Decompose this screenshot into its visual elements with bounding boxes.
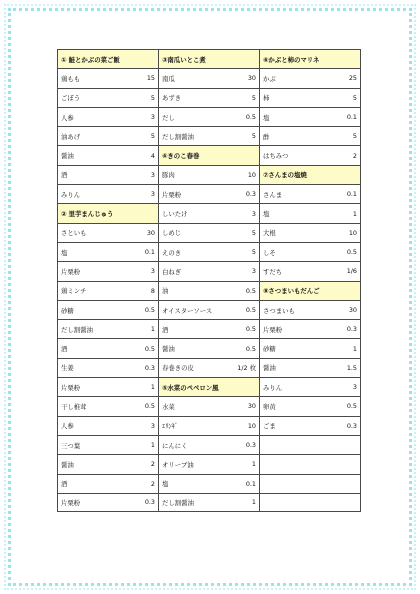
- ingredient-quantity: 30: [247, 402, 256, 411]
- ingredient-name: 生姜: [61, 364, 74, 373]
- ingredient-quantity: 0.5: [346, 248, 357, 257]
- ingredient-row: [260, 358, 360, 377]
- ingredient-quantity: 3: [352, 383, 357, 392]
- ingredient-row: [159, 223, 259, 242]
- ingredient-quantity: 5: [352, 93, 357, 102]
- table-column-3: [259, 49, 361, 512]
- ingredient-name: 油: [162, 287, 169, 296]
- ingredient-row: [58, 281, 158, 300]
- ingredient-name: さんま: [263, 190, 283, 199]
- ingredient-name: 塩: [162, 480, 169, 489]
- ingredient-name: 人参: [61, 113, 74, 122]
- ingredient-quantity: 2: [150, 479, 155, 488]
- ingredient-row: [58, 396, 158, 415]
- recipe-heading: ③南瓜いとこ煮: [159, 49, 259, 68]
- ingredient-quantity: 0.3: [346, 421, 357, 430]
- ingredient-quantity: 0.5: [245, 344, 256, 353]
- ingredient-quantity: 0.3: [346, 325, 357, 334]
- ingredient-name: 醤油: [263, 364, 276, 373]
- ingredient-name: ごま: [263, 422, 276, 431]
- ingredient-quantity: 5: [352, 132, 357, 141]
- ingredient-quantity: 30: [348, 306, 357, 314]
- ingredient-name: 干し椎茸: [61, 402, 87, 411]
- ingredient-name: 醤油: [162, 345, 175, 354]
- ingredient-row: [260, 184, 360, 203]
- ingredient-row: [260, 338, 360, 357]
- ingredient-row: [159, 474, 259, 493]
- ingredient-row: [58, 223, 158, 242]
- recipe-heading: ⑤水菜のペペロン風: [159, 377, 259, 396]
- ingredient-name: 酒: [61, 480, 68, 489]
- ingredient-name: 人参: [61, 422, 74, 431]
- ingredient-row: [58, 338, 158, 357]
- ingredient-row: [159, 396, 259, 415]
- ingredient-name: 春巻きの皮: [162, 364, 194, 373]
- ingredient-name: えのき: [162, 248, 182, 257]
- ingredient-name: 砂糖: [263, 345, 276, 354]
- table-column-1: [57, 49, 158, 512]
- ingredient-quantity: 1/2 枚: [237, 364, 256, 373]
- ingredient-quantity: 3: [150, 190, 155, 199]
- ingredient-quantity: 3: [150, 267, 155, 276]
- ingredient-quantity: 4: [150, 151, 155, 160]
- ingredient-name: 片栗粉: [162, 190, 182, 199]
- ingredient-name: 片栗粉: [61, 267, 81, 276]
- ingredient-row: [260, 319, 360, 338]
- ingredient-quantity: 2: [352, 151, 357, 160]
- ingredient-name: 塩: [61, 248, 68, 257]
- ingredient-name: だし: [162, 113, 175, 122]
- ingredient-quantity: 1: [150, 383, 155, 392]
- ingredient-name: 砂糖: [61, 306, 74, 315]
- ingredient-quantity: 0.1: [346, 190, 357, 199]
- ingredient-row: [159, 88, 259, 107]
- ingredient-quantity: 0.5: [245, 306, 256, 314]
- ingredient-name: 醤油: [61, 152, 74, 161]
- ingredient-name: かぶ: [263, 74, 276, 83]
- ingredient-name: みりん: [61, 190, 81, 199]
- ingredient-quantity: 3: [150, 170, 155, 179]
- ingredient-row: [58, 300, 158, 319]
- recipe-heading: ⑥かぶと柿のマリネ: [260, 49, 360, 68]
- ingredient-name: 油あげ: [61, 132, 81, 141]
- ingredient-quantity: 1: [150, 325, 155, 334]
- ingredient-row: [260, 454, 360, 473]
- ingredient-row: [159, 416, 259, 435]
- ingredient-quantity: 5: [150, 93, 155, 102]
- ingredient-quantity: 2: [150, 460, 155, 469]
- ingredient-row: [159, 338, 259, 357]
- table-column-2: [158, 49, 259, 512]
- ingredient-quantity: 0.1: [346, 113, 357, 122]
- ingredient-name: 大根: [263, 229, 276, 238]
- recipe-heading: ④きのこ春巻: [159, 145, 259, 164]
- ingredient-name: 片栗粉: [61, 498, 81, 507]
- ingredient-row: [260, 88, 360, 107]
- ingredient-row: [159, 358, 259, 377]
- ingredient-name: 酒: [61, 171, 68, 180]
- ingredient-quantity: 10: [247, 421, 256, 430]
- ingredient-row: [260, 126, 360, 145]
- ingredient-quantity: 0.5: [346, 402, 357, 411]
- ingredient-quantity: 0.3: [144, 363, 155, 372]
- recipe-heading: ② 里芋まんじゅう: [58, 203, 158, 222]
- ingredient-row: [260, 300, 360, 319]
- ingredient-name: 柿: [263, 94, 270, 103]
- ingredient-quantity: 0.1: [144, 248, 155, 257]
- ingredient-row: [260, 474, 360, 493]
- ingredient-name: 鶏もも: [61, 74, 81, 83]
- ingredient-row: [159, 242, 259, 261]
- ingredient-name: あずき: [162, 94, 182, 103]
- ingredient-name: 卵黄: [263, 402, 276, 411]
- ingredient-name: しそ: [263, 248, 276, 257]
- recipe-heading: ⑦さんまの塩焼: [260, 165, 360, 184]
- ingredient-row: [58, 261, 158, 280]
- ingredient-row: [159, 454, 259, 473]
- ingredient-name: 三つ葉: [61, 441, 81, 450]
- ingredient-quantity: 1/6: [346, 267, 357, 276]
- ingredient-row: [58, 145, 158, 164]
- ingredient-row: [58, 474, 158, 493]
- ingredient-row: [260, 68, 360, 87]
- ingredient-quantity: 0.5: [245, 113, 256, 122]
- ingredient-row: [58, 454, 158, 473]
- ingredient-quantity: 0.5: [144, 344, 155, 353]
- ingredient-name: だし割醤油: [162, 132, 194, 141]
- ingredient-name: 白ねぎ: [162, 267, 182, 276]
- ingredient-name: ごぼう: [61, 94, 81, 103]
- ingredient-name: ｴﾘﾝｷﾞ: [162, 422, 178, 431]
- ingredient-name: 酒: [162, 325, 169, 334]
- ingredient-row: [159, 184, 259, 203]
- ingredient-row: [58, 126, 158, 145]
- ingredient-quantity: 5: [251, 228, 256, 237]
- ingredient-name: オイスターソース: [162, 306, 213, 315]
- ingredient-quantity: 30: [247, 74, 256, 83]
- ingredient-name: 酒: [61, 345, 68, 354]
- ingredient-name: 水菜: [162, 402, 175, 411]
- ingredient-quantity: 3: [150, 113, 155, 122]
- ingredient-row: [260, 107, 360, 126]
- ingredient-quantity: 3: [251, 209, 256, 218]
- ingredients-table: [57, 49, 361, 512]
- ingredient-row: [260, 493, 360, 512]
- ingredient-row: [58, 319, 158, 338]
- ingredient-row: [159, 281, 259, 300]
- ingredient-name: 豚肉: [162, 171, 175, 180]
- ingredient-name: 鶏ミンチ: [61, 287, 87, 296]
- ingredient-row: [260, 416, 360, 435]
- ingredient-row: [260, 435, 360, 454]
- ingredient-row: [159, 68, 259, 87]
- ingredient-quantity: 10: [247, 170, 256, 179]
- ingredient-quantity: 1: [352, 344, 357, 353]
- ingredient-name: すだち: [263, 267, 283, 276]
- ingredient-row: [159, 319, 259, 338]
- ingredient-quantity: 15: [146, 74, 155, 83]
- ingredient-quantity: 30: [146, 228, 155, 237]
- ingredient-quantity: 8: [150, 286, 155, 295]
- ingredient-row: [58, 88, 158, 107]
- ingredient-quantity: 0.5: [144, 306, 155, 314]
- ingredient-quantity: 1.5: [346, 363, 357, 372]
- ingredient-quantity: 5: [251, 93, 256, 102]
- ingredient-quantity: 5: [251, 132, 256, 141]
- ingredient-quantity: 1: [251, 498, 256, 507]
- ingredient-row: [260, 396, 360, 415]
- ingredient-row: [260, 242, 360, 261]
- ingredient-name: だし割醤油: [61, 325, 93, 334]
- ingredient-row: [58, 242, 158, 261]
- ingredient-row: [159, 300, 259, 319]
- ingredient-row: [260, 203, 360, 222]
- ingredient-quantity: 3: [251, 267, 256, 276]
- ingredient-name: 片栗粉: [61, 383, 81, 392]
- ingredient-name: 酢: [263, 132, 270, 141]
- ingredient-quantity: 10: [348, 228, 357, 237]
- ingredient-quantity: 3: [150, 421, 155, 430]
- ingredient-quantity: 0.3: [144, 498, 155, 507]
- ingredient-row: [159, 107, 259, 126]
- ingredient-name: みりん: [263, 383, 283, 392]
- ingredient-quantity: 5: [150, 132, 155, 141]
- ingredient-row: [58, 68, 158, 87]
- ingredient-row: [58, 107, 158, 126]
- ingredient-quantity: 0.3: [245, 441, 256, 450]
- ingredient-name: しいたけ: [162, 210, 188, 219]
- ingredient-row: [260, 261, 360, 280]
- ingredient-quantity: 0.3: [245, 190, 256, 199]
- ingredient-row: [159, 203, 259, 222]
- ingredient-row: [58, 435, 158, 454]
- ingredient-row: [58, 377, 158, 396]
- ingredient-quantity: 0.5: [144, 402, 155, 411]
- ingredient-name: にんにく: [162, 441, 188, 450]
- recipe-heading: ① 鮭とかぶの菜ご飯: [58, 49, 158, 68]
- ingredient-row: [260, 223, 360, 242]
- ingredient-row: [260, 377, 360, 396]
- ingredient-quantity: 0.5: [245, 286, 256, 295]
- ingredient-row: [58, 416, 158, 435]
- ingredient-name: 塩: [263, 210, 270, 219]
- ingredient-quantity: 0.5: [245, 325, 256, 334]
- ingredient-row: [159, 435, 259, 454]
- ingredient-quantity: 1: [150, 441, 155, 450]
- ingredient-row: [58, 493, 158, 512]
- recipe-heading: ⑧さつまいもだんご: [260, 281, 360, 300]
- ingredient-quantity: 5: [251, 248, 256, 257]
- ingredient-row: [159, 493, 259, 512]
- ingredient-quantity: 1: [251, 460, 256, 469]
- ingredient-name: さといも: [61, 229, 87, 238]
- ingredient-name: 片栗粉: [263, 325, 283, 334]
- ingredient-row: [58, 165, 158, 184]
- ingredient-row: [159, 261, 259, 280]
- ingredient-quantity: 1: [352, 209, 357, 218]
- ingredient-name: はちみつ: [263, 152, 289, 161]
- ingredient-row: [58, 184, 158, 203]
- ingredient-name: しめじ: [162, 229, 182, 238]
- ingredient-row: [159, 126, 259, 145]
- ingredient-row: [260, 145, 360, 164]
- ingredient-name: オリーブ油: [162, 460, 194, 469]
- ingredient-row: [159, 165, 259, 184]
- ingredient-name: 塩: [263, 113, 270, 122]
- ingredient-quantity: 25: [348, 74, 357, 83]
- ingredient-name: さつまいも: [263, 306, 295, 315]
- ingredient-name: 醤油: [61, 460, 74, 469]
- ingredient-name: だし割醤油: [162, 498, 194, 507]
- ingredient-quantity: 0.1: [245, 479, 256, 488]
- ingredient-row: [58, 358, 158, 377]
- ingredient-name: 南瓜: [162, 74, 175, 83]
